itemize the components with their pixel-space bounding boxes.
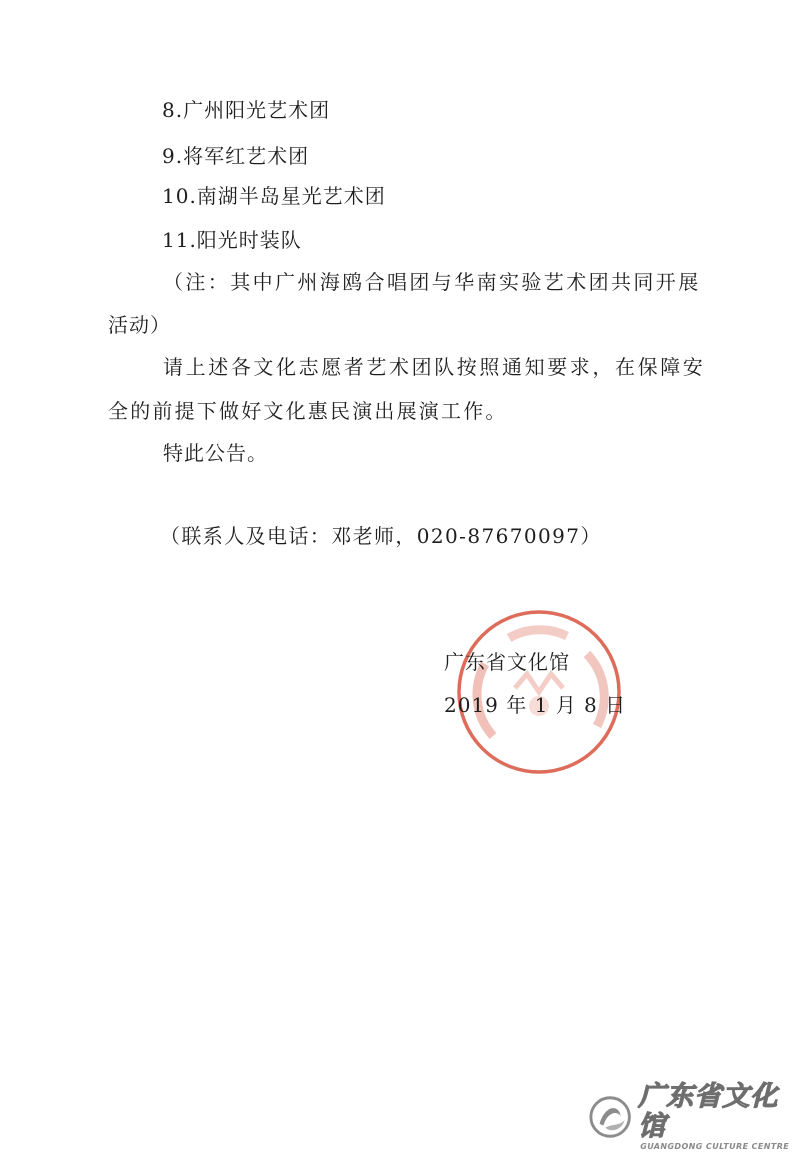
list-item: 9.将军红艺术团 — [162, 144, 310, 168]
footer-logo — [588, 1082, 800, 1152]
logo-chinese-name: 广东省文化馆 — [638, 1081, 779, 1142]
culture-centre-logo-icon — [588, 1094, 632, 1140]
list-item: 10.南湖半岛星光艺术团 — [162, 184, 386, 208]
request-paragraph-line: 全的前提下做好文化惠民演出展演工作。 — [108, 399, 508, 423]
logo-english-name: GUANGDONG CULTURE CENTRE — [640, 1142, 790, 1151]
list-item: 11.阳光时装队 — [162, 228, 302, 252]
contact-info: （联系人及电话：邓老师，020-87670097） — [160, 524, 602, 548]
note-line: 活动） — [108, 313, 171, 337]
signature-date: 2019 年 1 月 8 日 — [444, 693, 627, 717]
signature-organization: 广东省文化馆 — [444, 650, 570, 674]
request-paragraph-line: 请上述各文化志愿者艺术团队按照通知要求，在保障安 — [163, 355, 706, 379]
list-item: 8.广州阳光艺术团 — [162, 98, 331, 122]
closing-text: 特此公告。 — [163, 441, 268, 465]
note-line: （注：其中广州海鸥合唱团与华南实验艺术团共同开展 — [163, 270, 701, 294]
official-seal-stamp — [455, 608, 623, 776]
